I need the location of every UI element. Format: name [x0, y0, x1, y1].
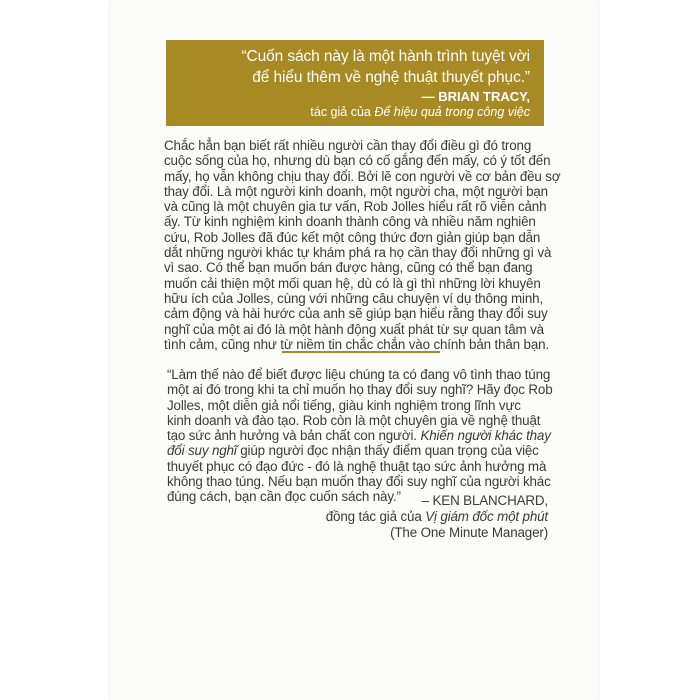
endorsement-book-title-part-1: Khiến người khác thay — [420, 428, 551, 444]
endorsement-line: “Làm thế nào để biết được liệu chúng ta có đang vô tình thao túng — [167, 367, 551, 382]
endorsement-line-text: giúp người đọc nhận thấy điểm quan trọng của việc — [236, 443, 539, 459]
attribution-original-title: (The One Minute Manager) — [390, 524, 548, 540]
description-line: mấy, họ vẫn không chịu thay đổi. Bởi lẽ con người về cơ bản đều sợ — [164, 168, 561, 184]
featured-quote-box — [166, 40, 544, 126]
attribution-author: – KEN BLANCHARD, — [421, 493, 548, 508]
description-line: dắt những người khác tự khám phá ra họ cần thay đổi những gì và — [164, 245, 552, 261]
featured-quote-source-title: Để hiệu quả trong công việc — [374, 105, 530, 119]
description-line: nghĩ của một ai đó là một hành động xuất phát từ sự quan tâm và — [164, 321, 544, 337]
description-line: cảm động và hài hước của anh sẽ giúp bạn hiểu rằng thay đổi suy — [164, 306, 548, 322]
description-line: hữu ích của Jolles, cùng với những câu chuyện ví dụ thông minh, — [164, 290, 544, 306]
description-line: cứu, Rob Jolles đã đúc kết một công thức đơn giản giúp bạn dẫn — [164, 229, 541, 245]
description-line: Chắc hẳn bạn biết rất nhiều người cần thay đổi điều gì đó trong — [164, 138, 532, 153]
endorsement-line: Jolles, một diễn giả nổi tiếng, giàu kinh nghiệm trong lĩnh vực — [167, 397, 521, 413]
description-line: tình cảm, cũng như từ niềm tin chắc chắn vào chính bản thân bạn. — [164, 336, 549, 352]
attribution-role-title: Vị giám đốc một phút — [425, 508, 548, 524]
endorsement-line: kinh doanh và đào tạo. Rob còn là một chuyên gia về nghệ thuật — [167, 412, 541, 428]
endorsement-line-text: tạo sức ảnh hưởng và bản chất con người. — [167, 428, 417, 444]
gold-divider — [282, 351, 440, 353]
description-line: vì sao. Có thể bạn muốn bán được hàng, cũng có thể bạn đang — [164, 260, 533, 276]
description-line: muốn cải thiện một mối quan hệ, dù có là gì thì những lời khuyên — [164, 275, 541, 291]
featured-quote-line-1: “Cuốn sách này là một hành trình tuyệt vời — [241, 48, 530, 65]
endorsement-book-title-part-2: đổi suy nghĩ — [167, 443, 237, 459]
attribution-role — [260, 509, 548, 525]
description-line: và cũng là một chuyên gia tư vấn, Rob Jolles hiểu rất rõ viễn cảnh — [164, 199, 547, 215]
endorsement-line: một ai đó trong khi ta chỉ muốn họ thay đổi suy nghĩ? Hãy đọc Rob — [167, 382, 553, 398]
featured-quote-source-prefix: tác giả của — [310, 105, 375, 119]
endorsement-line: không thao túng. Nếu bạn muốn thay đổi suy nghĩ của người khác — [167, 474, 551, 490]
endorsement-line — [167, 443, 562, 458]
endorsement-line: đúng cách, bạn cần đọc cuốn sách này.” — [167, 489, 401, 505]
endorsement-attribution — [260, 493, 548, 540]
featured-quote-line-2: để hiểu thêm về nghệ thuật thuyết phục.” — [252, 69, 530, 86]
description-line: ấy. Từ kinh nghiệm kinh doanh thành công và nhiều năm nghiên — [164, 214, 536, 230]
endorsement-line — [167, 428, 562, 443]
description-line: cuộc sống của họ, nhưng dù bạn có cố gắng đến mấy, có ý tốt đến — [164, 153, 551, 169]
featured-quote-source — [176, 105, 530, 120]
featured-quote-author: — BRIAN TRACY, — [421, 89, 530, 104]
endorsement-quote — [167, 367, 562, 505]
attribution-role-prefix: đồng tác giả của — [325, 508, 426, 524]
description-line: thay đổi. Là một người kinh doanh, một người cha, một người bạn — [164, 183, 548, 199]
endorsement-line: thuyết phục có đạo đức - đó là nghệ thuật tạo sức ảnh hưởng mà — [167, 458, 547, 474]
description-paragraph — [164, 138, 559, 352]
